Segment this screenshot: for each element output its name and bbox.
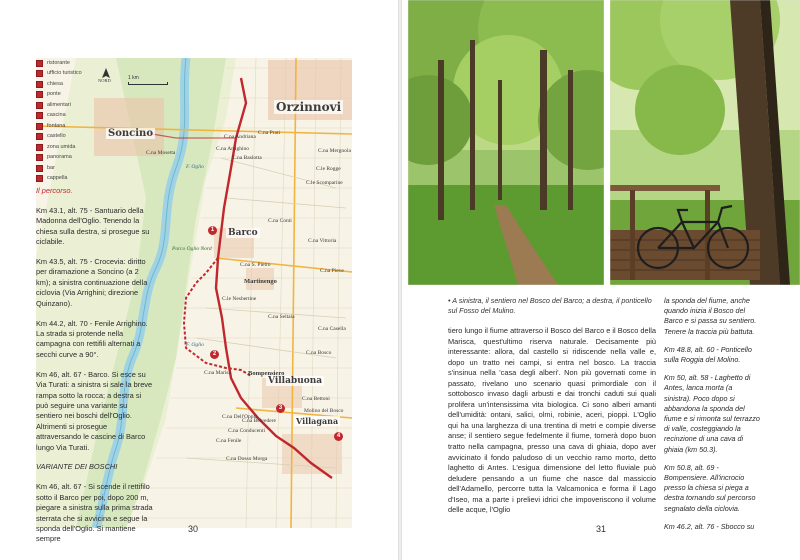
map-label: C.na Conti — [268, 218, 292, 224]
map-label: C.na Bettoni — [302, 396, 330, 402]
map-legend — [36, 58, 106, 184]
route-step: Km 44.2, alt. 70 - Fenile Arrighino. La strada si protende nella campagna con rettifili alternati a secchi curve a 90°. — [36, 318, 148, 359]
map-label: C.na Casella — [318, 326, 346, 332]
town-orzinuovi: Orzinnovi — [276, 100, 342, 114]
town-villagana: Villagana — [296, 416, 339, 426]
map-label: C.na Andriana — [224, 134, 256, 140]
map-label: C.na Arrighino — [216, 146, 249, 152]
tourist-office-icon — [36, 70, 43, 77]
map-label: C.na Mergnola — [318, 148, 351, 154]
left-page — [0, 0, 398, 560]
map-label: C.na Belvedere — [242, 418, 276, 424]
grocery-icon — [36, 102, 43, 109]
photo-forest-path — [408, 0, 604, 285]
map-label: C.na Vittoria — [308, 238, 337, 244]
legend-item: ponte — [36, 90, 106, 101]
photo-bridge-bicycle — [610, 0, 800, 285]
north-label: NORD — [98, 78, 111, 83]
map-scale-bar — [128, 82, 168, 85]
bridge-icon — [36, 91, 43, 98]
map-label-river: F. Oglio — [186, 164, 204, 170]
legend-item: zona umida — [36, 142, 106, 153]
route-step: Km 43.1, alt. 75 - Santuario della Madonna dell'Oglio. Tenendo la chiesa sulla destra, si prosegue su ciclabile. — [36, 205, 150, 247]
map-label: Molino del Bosco — [304, 408, 344, 414]
section-heading: Il percorso. — [36, 186, 73, 195]
fountain-icon — [36, 123, 43, 130]
route-point-2: 2 — [210, 350, 219, 359]
map-label: C.na Conducenti — [228, 428, 265, 434]
legend-item: cascina — [36, 111, 106, 122]
route-step: la sponda del fiume, anche quando inizia il Bosco del Barco e si passa su sentiero. Tenere la traccia più battuta. — [664, 296, 757, 336]
map-label: C.na Dell'Oppia — [222, 414, 258, 420]
map-label: Martinengo — [244, 278, 277, 285]
map-label-park: Parco Oglio Nord — [172, 246, 212, 252]
church-icon — [36, 81, 43, 88]
map-label: C.na Fenile — [216, 438, 242, 444]
legend-item: cappella — [36, 174, 106, 185]
page-number-left: 30 — [188, 524, 199, 534]
route-description — [36, 186, 154, 554]
map-label: C.le Scomparine — [306, 180, 343, 186]
map-label: C.na Seltaia — [268, 314, 295, 320]
route-step: Km 48.8, alt. 60 - Ponticello sulla Roggia del Molino. — [664, 344, 752, 365]
panorama-icon — [36, 154, 43, 161]
castle-icon — [36, 133, 43, 140]
route-step: Km 46.2, alt. 76 - Sbocco su — [664, 521, 755, 531]
town-soncino: Soncino — [108, 128, 153, 139]
legend-item: panorama — [36, 153, 106, 164]
map-label: Bompensiero — [248, 370, 285, 377]
map-label: C.le Nesbertine — [222, 296, 257, 302]
legend-item: chiesa — [36, 79, 106, 90]
map-scale-label: 1 km — [128, 75, 139, 81]
legend-item: bar — [36, 163, 106, 174]
legend-item: ufficio turistico — [36, 69, 106, 80]
map-label: C.na Pieve — [320, 268, 344, 274]
legend-item: castello — [36, 132, 106, 143]
bar-icon — [36, 165, 43, 172]
map-label: C.na Mosetta — [146, 150, 176, 156]
page-number-right: 31 — [596, 524, 607, 534]
legend-item: ristorante — [36, 58, 106, 69]
town-barco: Barco — [228, 228, 258, 238]
legend-item: fontana — [36, 121, 106, 132]
map-label-river: F. Oglio — [186, 342, 204, 348]
wetland-icon — [36, 144, 43, 151]
route-step: Km 43.5, alt. 75 - Crocevia: diritto per diramazione a Soncino (a 2 km); a sinistra continuazione della ciclovia (Via Arrighini; direzione Quinzano). — [36, 257, 148, 308]
map-label: C.na Dosso Morga — [226, 456, 268, 462]
photo-caption: • A sinistra, il sentiero nel Bosco del Barco; a destra, il ponticello sul Fosso del Mulino. — [448, 296, 652, 316]
town-villabuona: Villabuona — [268, 376, 323, 386]
map-label: C.na Baslotta — [232, 155, 262, 161]
chapel-icon — [36, 175, 43, 182]
map-label: C.na Marisa — [204, 370, 231, 376]
legend-item: alimentari — [36, 100, 106, 111]
route-step: Km 50.8, alt. 69 - Bompensiere. All'incrocio presso la chiesa si piega a destra tornando sul percorso segnalato della ciclovia. — [664, 462, 756, 513]
map-label: C.na S. Pietro — [240, 262, 271, 268]
body-text: tiero lungo il fiume attraverso il Bosco del Barco e il Bosco della Marisca, quest'ultimo riserva naturale. Decisamente più interessante: allora, dal castello si ridiscende nella valle e, dopo un tratto nei campi, si entra nel bosco. La traccia s'insinua nella 'casa degli alberi'. Non più governati come in passato, rivelano uno scenario quasi primordiale con il sottobosco invaso dagli arbusti e dai tronchi caduti sui quali prolifera un'intensissima vita biologica. Ci sono alberi amanti dell'umidità: ontani, salici, olmi, robinie, aceri, pioppi. L'Oglio qui ha una larghezza di una trentina di metri e compie diverse anse; il sentiero segue fedelmente il fiume, tornerà dopo buon tratto nella campagna, presso una cava di ghiaia, dopo aver avvicinato il fondo paludoso di un vecchio ramo morto, detto laghetto di Antes. L'esigua dimensione del letto fluviale può deludere pensando a un fiume che nasce dal massiccio dell'Adamello, percorre tutta la Valcamonica e forma il Lago d'Iseo, ma a parte i prelievi idrici che impoveriscono il volume delle acque, l'Oglio — [448, 326, 656, 515]
route-step: Km 46, alt. 67 - Barco. Si esce su Via Turati: a sinistra si sale la breve rampa sotto la rocca; a destra si può seguire una variante su sentiero nei boschi dell'Oglio. Altrimenti si prosegue attraversando le cascine di Barco lungo Via Turati. — [36, 369, 153, 452]
variant-heading: VARIANTE DEI BOSCHI — [36, 462, 118, 472]
route-step: Km 50, alt. 58 - Laghetto di Antes, lanca morta (a sinistra). Poco dopo si abbandona la sponda del fiume e si rimonta sul terrazzo di valle, costeggiando la recinzione di una cava di ghiaia (km 50.3). — [664, 373, 760, 454]
route-step: Km 46, alt. 67 - Si scende il rettifilo sotto il Barco per poi, dopo 200 m, piegare a sinistra sulla prima strada sterrata che si avvicina e segue la sponda dell'Oglio. Si mantiene sempre — [36, 482, 153, 544]
right-page — [402, 0, 800, 560]
route-description-continued — [664, 296, 760, 540]
route-point-1: 1 — [208, 226, 217, 235]
route-point-3: 3 — [276, 404, 285, 413]
route-point-4: 4 — [334, 432, 343, 441]
farmhouse-icon — [36, 112, 43, 119]
map-label: C.le Rogge — [316, 166, 341, 172]
restaurant-icon — [36, 60, 43, 67]
map-label: C.na Prati — [258, 130, 280, 136]
map-label: C.na Bosco — [306, 350, 332, 356]
